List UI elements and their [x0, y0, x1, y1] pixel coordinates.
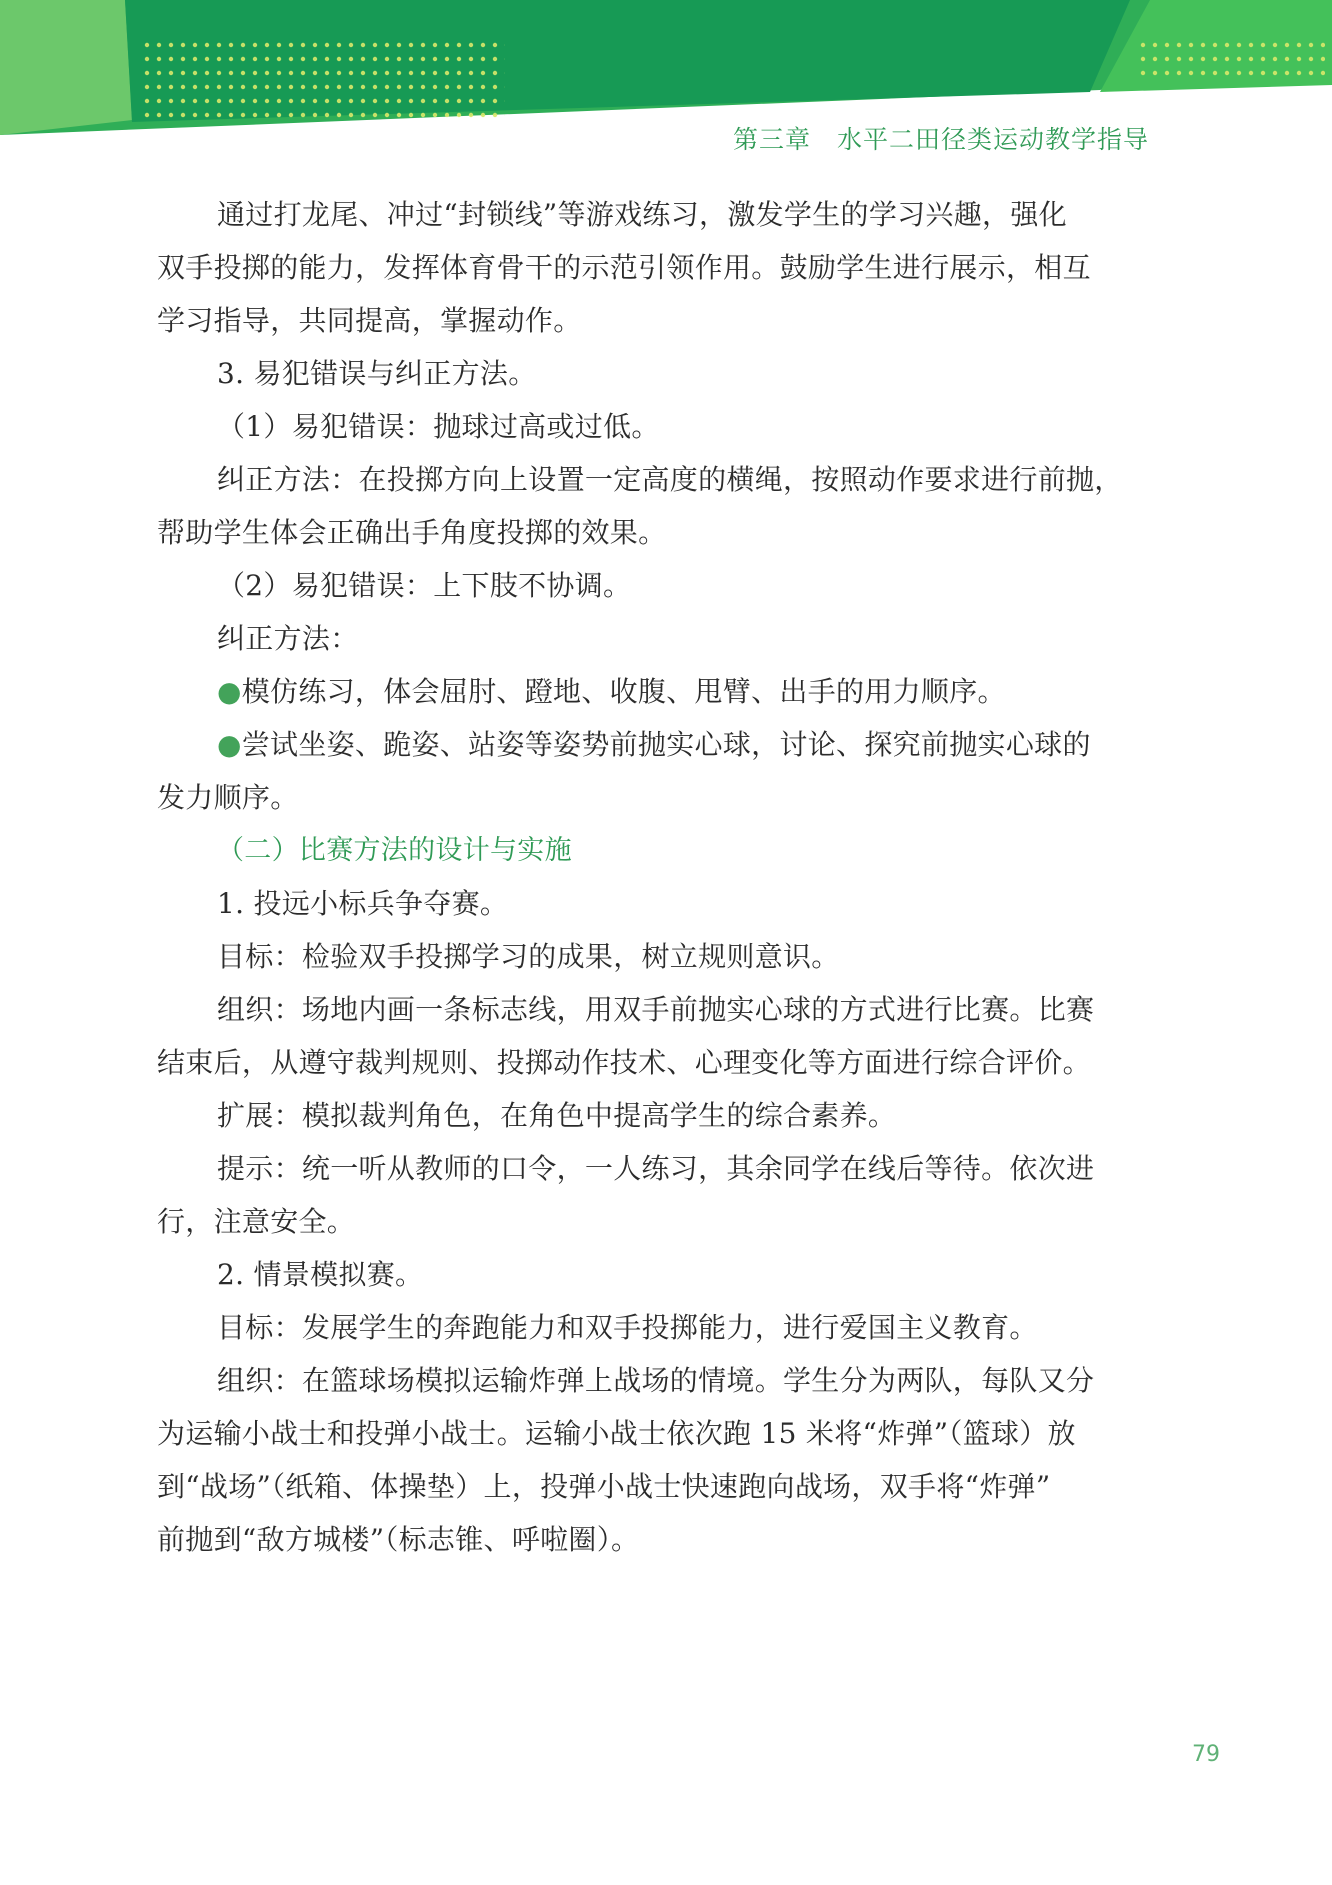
- section-heading: （二）比赛方法的设计与实施: [217, 835, 572, 866]
- bullet-dot-icon: ●: [217, 675, 242, 708]
- bullet-text: 尝试坐姿、跪姿、站姿等姿势前抛实心球，讨论、探究前抛实心球的: [241, 728, 1091, 761]
- paragraph-line: 为运输小战士和投弹小战士。运输小战士依次跑 15 米将“炸弹”（篮球）放: [157, 1417, 1076, 1450]
- bullet-text: 模仿练习，体会屈肘、蹬地、收腹、甩臂、出手的用力顺序。: [241, 675, 1006, 708]
- paragraph-line: 行，注意安全。: [157, 1205, 356, 1238]
- paragraph-line: 提示：统一听从教师的口令，一人练习，其余同学在线后等待。依次进: [217, 1152, 1095, 1185]
- error-item-2: （2）易犯错误：上下肢不协调。: [217, 569, 632, 602]
- paragraph-line: 纠正方法：在投掷方向上设置一定高度的横绳，按照动作要求进行前抛，: [217, 463, 1123, 496]
- bullet-item: [157, 718, 1157, 771]
- subsection-title: 2. 情景模拟赛。: [217, 1258, 424, 1291]
- paragraph-line: 通过打龙尾、冲过“封锁线”等游戏练习，激发学生的学习兴趣，强化: [217, 198, 1067, 231]
- chapter-title: 水平二田径类运动教学指导: [836, 125, 1149, 154]
- paragraph-line: 帮助学生体会正确出手角度投掷的效果。: [157, 516, 667, 549]
- paragraph-line: 组织：场地内画一条标志线，用双手前抛实心球的方式进行比赛。比赛: [217, 993, 1095, 1026]
- paragraph-line: 前抛到“敌方城楼”（标志锥、呼啦圈）。: [157, 1523, 640, 1556]
- bullet-dot-icon: ●: [217, 728, 242, 761]
- header-banner: [0, 0, 1332, 135]
- subsection-title: 3. 易犯错误与纠正方法。: [217, 357, 537, 390]
- chapter-header: [733, 120, 1149, 156]
- paragraph-line: 目标：发展学生的奔跑能力和双手投掷能力，进行爱国主义教育。: [217, 1311, 1038, 1344]
- paragraph-line: 学习指导，共同提高，掌握动作。: [157, 304, 582, 337]
- paragraph-line: 目标：检验双手投掷学习的成果，树立规则意识。: [217, 940, 840, 973]
- subsection-title: 1. 投远小标兵争夺赛。: [217, 887, 509, 920]
- page-body: [157, 188, 1157, 1566]
- correction-label: 纠正方法：: [217, 622, 359, 655]
- paragraph-line: 发力顺序。: [157, 781, 299, 814]
- paragraph-line: 到“战场”（纸箱、体操垫）上，投弹小战士快速跑向战场，双手将“炸弹”: [157, 1470, 1051, 1503]
- paragraph-line: 组织：在篮球场模拟运输炸弹上战场的情境。学生分为两队，每队又分: [217, 1364, 1095, 1397]
- paragraph-line: 双手投掷的能力，发挥体育骨干的示范引领作用。鼓励学生进行展示，相互: [157, 251, 1091, 284]
- error-item-1: （1）易犯错误：抛球过高或过低。: [217, 410, 660, 443]
- page-number: 79: [1192, 1742, 1220, 1767]
- bullet-item: [157, 665, 1157, 718]
- paragraph-line: 结束后，从遵守裁判规则、投掷动作技术、心理变化等方面进行综合评价。: [157, 1046, 1091, 1079]
- chapter-number: 第三章: [732, 125, 811, 154]
- paragraph-line: 扩展：模拟裁判角色，在角色中提高学生的综合素养。: [217, 1099, 897, 1132]
